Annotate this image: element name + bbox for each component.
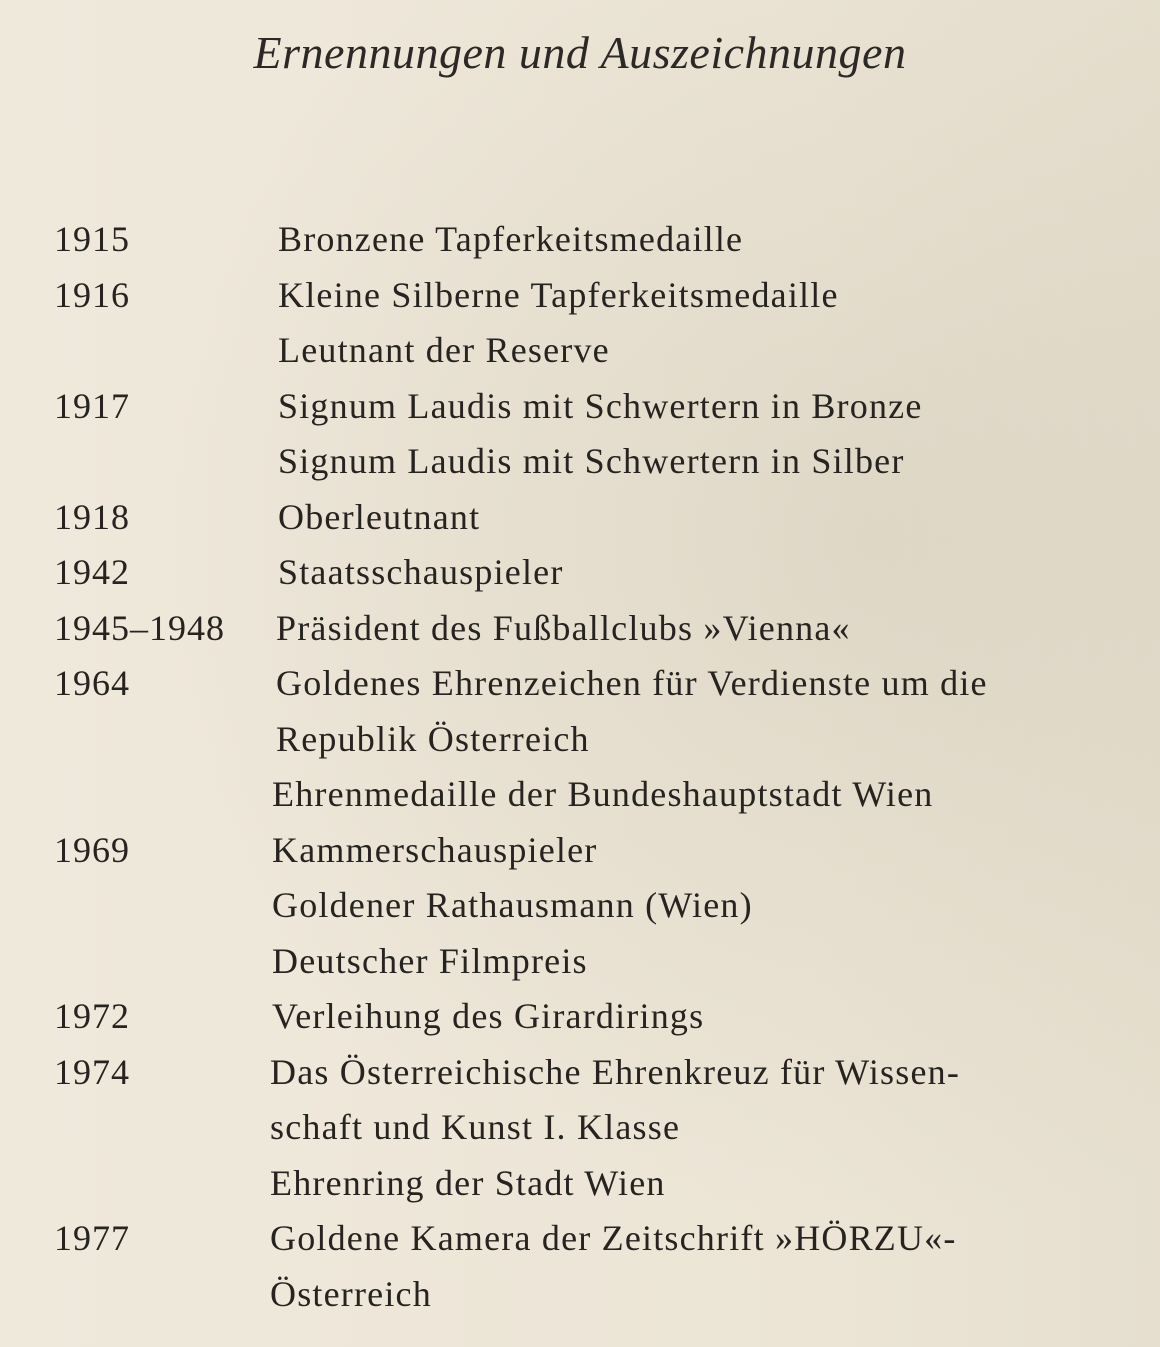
- entry-text: schaft und Kunst I. Klasse: [270, 1107, 681, 1147]
- entry-text: Oberleutnant: [278, 496, 481, 537]
- entry-year: 1974: [54, 1051, 130, 1092]
- entry-text: Goldenes Ehrenzeichen für Verdienste um die: [276, 663, 988, 703]
- list-item: [0, 379, 1160, 435]
- entry-year: 1972: [54, 996, 130, 1036]
- entry-year: 1945–1948: [54, 607, 225, 648]
- entry-text: Republik Österreich: [276, 718, 590, 759]
- entry-year: 1917: [54, 385, 130, 426]
- list-item: [0, 878, 1160, 934]
- list-item: [0, 1045, 1160, 1101]
- list-item: [0, 934, 1160, 990]
- entry-text: Deutscher Filmpreis: [272, 940, 588, 981]
- entry-text: Goldene Kamera der Zeitschrift »HÖRZU«-: [270, 1218, 957, 1258]
- entry-text: Das Österreichische Ehrenkreuz für Wissen-: [270, 1051, 961, 1092]
- entry-year: 1916: [54, 274, 130, 315]
- list-item: [0, 989, 1160, 1045]
- entry-year: 1942: [54, 552, 130, 592]
- list-item: [0, 601, 1160, 657]
- entry-text: Leutnant der Reserve: [278, 330, 610, 370]
- entry-year: 1977: [54, 1218, 130, 1258]
- awards-list: [0, 212, 1160, 1322]
- list-item: [0, 268, 1160, 324]
- list-item: [0, 434, 1160, 490]
- list-item: [0, 490, 1160, 546]
- list-item: [0, 823, 1160, 879]
- entry-text: Goldener Rathausmann (Wien): [272, 885, 753, 925]
- list-item: [0, 1211, 1160, 1267]
- entry-year: 1915: [54, 219, 130, 259]
- entry-text: Signum Laudis mit Schwertern in Bronze: [278, 385, 923, 426]
- entry-text: Kammerschauspieler: [272, 829, 598, 870]
- list-item: [0, 712, 1160, 768]
- list-item: [0, 1156, 1160, 1212]
- entry-text: Österreich: [270, 1273, 432, 1314]
- entry-text: Signum Laudis mit Schwertern in Silber: [278, 441, 905, 481]
- entry-year: 1969: [54, 829, 130, 870]
- entry-text: Ehrenring der Stadt Wien: [270, 1162, 666, 1203]
- list-item: [0, 656, 1160, 712]
- list-item: [0, 545, 1160, 601]
- list-item: [0, 767, 1160, 823]
- list-item: [0, 323, 1160, 379]
- entry-year: 1918: [54, 496, 130, 537]
- entry-year: 1964: [54, 663, 130, 703]
- entry-text: Kleine Silberne Tapferkeitsmedaille: [278, 274, 839, 315]
- entry-text: Verleihung des Girardirings: [272, 996, 705, 1036]
- page-title: Ernennungen und Auszeichnungen: [253, 27, 907, 78]
- entry-text: Präsident des Fußballclubs »Vienna«: [276, 607, 851, 648]
- entry-text: Ehrenmedaille der Bundeshauptstadt Wien: [272, 774, 934, 814]
- entry-text: Bronzene Tapferkeitsmedaille: [278, 219, 744, 259]
- list-item: [0, 1267, 1160, 1323]
- list-item: [0, 1100, 1160, 1156]
- entry-text: Staatsschauspieler: [278, 552, 564, 592]
- list-item: [0, 212, 1160, 268]
